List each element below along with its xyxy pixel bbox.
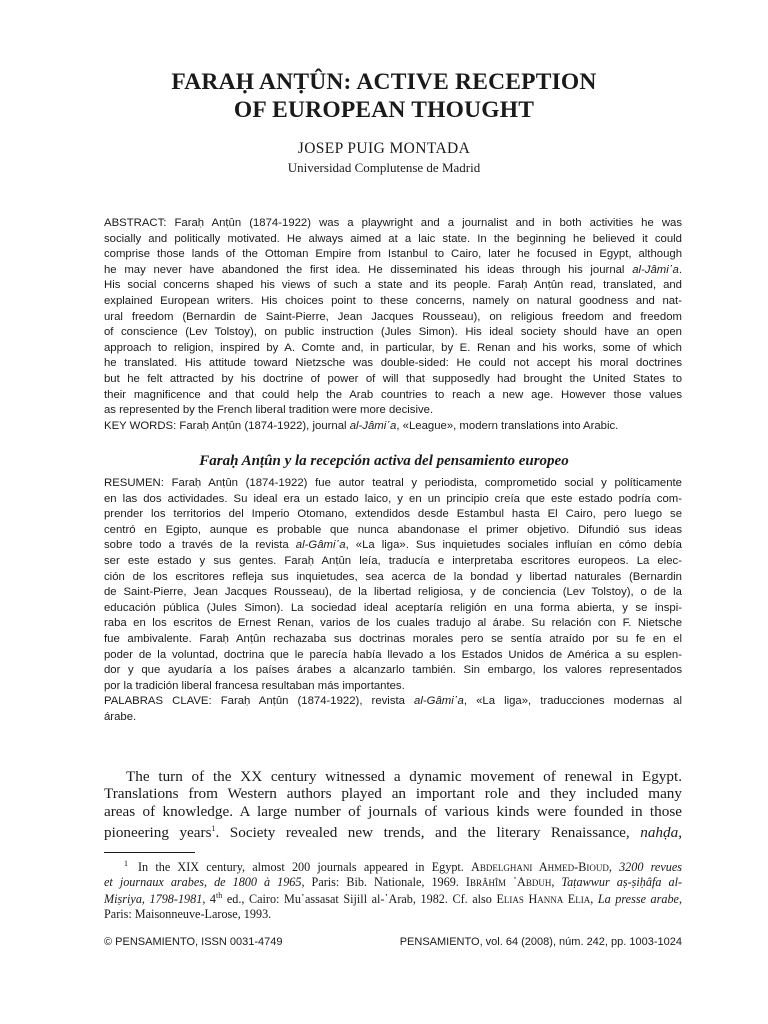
body-line: areas of knowledge. A large number of journals of various kinds were founded in those xyxy=(104,802,682,820)
resumen-line: RESUMEN: Faraḥ Anṭûn (1874-1922) fue autor teatral y periodista, comprometido social y políticamente xyxy=(104,477,682,489)
abstract-line: as represented by the French liberal tradition were more decisive. xyxy=(104,404,434,417)
footnote-author: Abdelghani Ahmed-Bioud xyxy=(471,860,609,875)
abstract-text: . xyxy=(678,263,682,276)
keywords-en xyxy=(104,419,682,435)
footnote-text: , xyxy=(678,892,683,907)
body-text: , xyxy=(678,824,682,842)
footnote-text: , Paris: Bib. Nationale, 1969. xyxy=(301,874,466,889)
footnote-reference[interactable]: 1 xyxy=(211,824,216,834)
author-affiliation: Universidad Complutense de Madrid xyxy=(287,160,481,175)
resumen-line: ser este estado y sus gentes. Faraḥ Anṭûn leía, traducía e interpretaba escritores europeos. La elec- xyxy=(104,554,682,567)
paper-title xyxy=(0,68,768,124)
footnote-line xyxy=(104,889,682,907)
keywords-text: KEY WORDS: Faraḥ Anṭûn (1874-1922), journal xyxy=(104,419,350,432)
footnote-rule xyxy=(104,852,195,853)
resumen-line: en las dos actividades. Su ideal era un estado laico, y en un principio creía que este estado podría com- xyxy=(104,492,682,505)
keywords-es xyxy=(104,694,682,710)
keywords-text: , «League», modern translations into Arabic. xyxy=(396,419,619,432)
abstract-line: their magnificence and that could help the Arab countries to reach a new age. However those values xyxy=(104,388,682,401)
resumen-line: raba en los escritos de Ernest Renan, varios de los cuales tradujo al árabe. Su relación con F. Nietsche xyxy=(104,617,682,630)
footnote-text: , xyxy=(590,892,598,907)
footnote-mark: 1 xyxy=(124,859,128,868)
resumen-line: de Saint-Pierre, Jean Jacques Rousseau), de la libertad religiosa, y de conciencia (Lev Tolstoy), o de la xyxy=(104,586,682,599)
spanish-title: Faraḥ Anṭûn y la recepción activa del pensamiento europeo xyxy=(199,453,569,469)
footnote-title: Taṭawwur aṣ-ṣiḥâfa al- xyxy=(561,874,683,889)
resumen-line: prender los territorios del Imperio Otomano, extendidos desde Estambul hasta El Cairo, pero luego se xyxy=(104,508,682,521)
resumen-line: centró en Egipto, aunque es probable que nunca abandonase el primer objetivo. Difundió sus ideas xyxy=(104,523,682,536)
abstract-english xyxy=(104,216,682,434)
resumen-line: dor y que ayudaría a los países árabes a alcanzarlo también. Sin embargo, los valores representados xyxy=(104,664,682,677)
journal-name: al-Gâmi῾a xyxy=(414,695,464,708)
abstract-line xyxy=(104,263,682,279)
footnote-text: , 4 xyxy=(202,892,217,907)
footnote-author: Ibrâhîm ῾Abduh xyxy=(465,874,552,889)
abstract-spanish xyxy=(104,476,682,726)
footer-citation: PENSAMIENTO, vol. 64 (2008), núm. 242, pp. 1003-1024 xyxy=(399,936,682,948)
abstract-line: but he felt attracted by his doctrine of power of will that supposedly had brought the United States to xyxy=(104,372,682,385)
resumen-text: , «La liga». Sus inquietudes sociales influían en cómo debía xyxy=(345,539,682,552)
body-line: The turn of the XX century witnessed a dynamic movement of renewal in Egypt. xyxy=(126,768,682,785)
abstract-line: comprise those lands of the Ottoman Empire from Istanbul to Cairo, later he focused in Egypt, although xyxy=(104,248,682,261)
body-text: pioneering years xyxy=(104,824,212,842)
resumen-line: ción de los escritores refleja sus inquietudes, sea acerca de la bondad y libertad naturales (Bernardin xyxy=(104,570,682,583)
footnote-text: , xyxy=(608,860,620,875)
abstract-line: ABSTRACT: Faraḥ Anṭûn (1874-1922) was a playwright and a journalist and in both activities he was xyxy=(104,217,682,229)
abstract-text: he may never have abandoned the first idea. He disseminated his ideas through his journal xyxy=(104,263,633,276)
abstract-line: of conscience (Lev Tolstoy), on public instruction (Jules Simon). His ideal society should have an open xyxy=(104,326,682,339)
abstract-line: he translated. His attitude toward Nietzsche was double-sided: He could not accept his moral doctrines xyxy=(104,357,682,370)
resumen-line xyxy=(104,538,682,554)
abstract-line: His social concerns shaped his views of such a state and its people. Faraḥ Anṭûn read, translated, and xyxy=(104,279,682,292)
footnote-title: et journaux arabes, de 1800 à 1965 xyxy=(104,874,302,889)
footnote-line: Paris: Maisonneuve-Larose, 1993. xyxy=(104,906,272,921)
footnote-line xyxy=(104,857,682,875)
keywords-text: , «La liga», traducciones modernas al xyxy=(463,695,683,708)
resumen-line: educación pública (Jules Simon). La sociedad ideal aceptaría religión en una forma abierta, y se inspi- xyxy=(104,601,682,614)
journal-name: al-Jâmi῾a xyxy=(632,263,679,276)
footnote-title: 3200 revues xyxy=(619,860,682,875)
resumen-line: poder de la voluntad, doctrina que le parecía había llevado a los Estados Unidos de América a su esplen- xyxy=(104,648,682,661)
title-line-1: FARAḤ ANṬÛN: ACTIVE RECEPTION xyxy=(171,69,597,95)
footnote-text: , xyxy=(551,874,562,889)
body-paragraph xyxy=(104,768,682,842)
keywords-text: PALABRAS CLAVE: Faraḥ Anṭûn (1874-1922), revista xyxy=(104,695,415,708)
journal-name: al-Gâmi῾a xyxy=(295,539,346,552)
abstract-line: ural freedom (Bernardin de Saint-Pierre, Jean Jacques Rousseau), on religious freedom and freedom xyxy=(104,310,682,323)
resumen-line: por la tradición liberal francesa resultaban más importantes. xyxy=(104,679,405,692)
footer-copyright: © PENSAMIENTO, ISSN 0031-4749 xyxy=(104,936,283,948)
footnote-1 xyxy=(104,857,682,922)
title-line-2: OF EUROPEAN THOUGHT xyxy=(233,97,535,123)
resumen-line: fue ambivalente. Faraḥ Anṭûn rechazaba sus doctrinas morales pero se sentía atraído por su fe en el xyxy=(104,632,682,645)
body-text: . Society revealed new trends, and the literary Renaissance, xyxy=(215,824,641,842)
footnote-title: Miṣriya, 1798-1981 xyxy=(104,892,203,907)
abstract-line: explained European writers. His choices point to these concerns, namely on natural goodness and nat- xyxy=(104,294,682,307)
abstract-line: approach to religion, inspired by A. Comte and, in particular, by E. Renan and his works, some of which xyxy=(104,341,682,354)
footnote-author: Elias Hanna Elia xyxy=(496,892,591,907)
footnote-sup: th xyxy=(216,891,223,901)
footnote-title: La presse arabe xyxy=(597,892,679,907)
resumen-text: sobre todo a través de la revista xyxy=(104,539,296,552)
footnote-text: ed., Cairo: Mu῾assasat Sijill al-῾Arab, 1982. Cf. also xyxy=(222,892,497,907)
author-name: JOSEP PUIG MONTADA xyxy=(297,140,471,157)
italic-term: nahḍa xyxy=(640,824,679,842)
footnote-line xyxy=(104,875,682,890)
journal-name: al-Jâmi῾a xyxy=(349,419,397,432)
abstract-line: socially and politically motivated. He always aimed at a laic state. In the beginning he believed it could xyxy=(104,232,682,245)
footnote-text: In the XIX century, almost 200 journals appeared in Egypt. xyxy=(138,860,472,875)
keywords-es-cont: árabe. xyxy=(104,710,137,723)
body-line: Translations from Western authors played an important role and they included many xyxy=(104,785,682,803)
body-line xyxy=(104,820,682,841)
